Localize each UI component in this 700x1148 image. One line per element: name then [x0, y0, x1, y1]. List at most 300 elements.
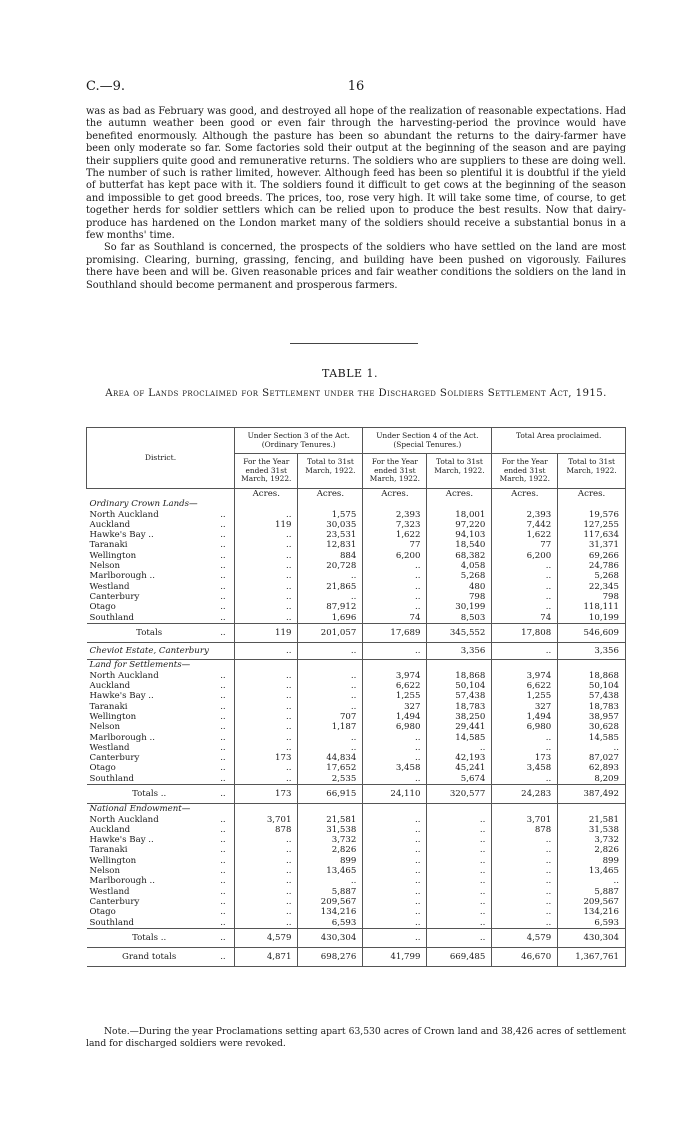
- value-cell: 4,579: [492, 928, 558, 947]
- empty-cell: [558, 804, 626, 815]
- value-cell: ..: [298, 733, 363, 743]
- value-cell: 8,209: [558, 774, 626, 785]
- value-cell: ..: [427, 835, 492, 845]
- value-cell: Acres.: [235, 488, 298, 499]
- value-cell: ..: [492, 918, 558, 929]
- value-cell: 320,577: [427, 784, 492, 803]
- leader-dots: ..: [220, 814, 226, 825]
- value-cell: 209,567: [558, 897, 626, 907]
- value-cell: 18,868: [558, 671, 626, 681]
- value-cell: 97,220: [427, 520, 492, 530]
- value-cell: ..: [492, 897, 558, 907]
- empty-cell: [212, 499, 235, 509]
- value-cell: 17,808: [492, 623, 558, 642]
- value-cell: ..: [492, 571, 558, 581]
- district-name: Marlborough ..: [89, 876, 156, 887]
- leader-dots: ..: [220, 681, 226, 692]
- value-cell: 87,027: [558, 753, 626, 763]
- value-cell: 1,255: [363, 691, 427, 701]
- page-header: [86, 79, 626, 99]
- value-cell: 57,438: [558, 691, 626, 701]
- value-cell: ..: [363, 753, 427, 763]
- land-area-table: [86, 427, 626, 967]
- empty-cell: [87, 488, 212, 499]
- value-cell: 430,304: [558, 928, 626, 947]
- value-cell: ..: [363, 876, 427, 886]
- totals-label: Totals: [87, 623, 212, 642]
- value-cell: ..: [492, 643, 558, 660]
- value-cell: 387,492: [558, 784, 626, 803]
- empty-cell: [558, 499, 626, 509]
- table-row: [87, 845, 626, 855]
- leader-dots: ..: [212, 948, 235, 967]
- value-cell: 14,585: [558, 733, 626, 743]
- section-heading-row: [87, 660, 626, 671]
- value-cell: 430,304: [298, 928, 363, 947]
- district-name: North Auckland: [89, 814, 159, 825]
- value-cell: 18,001: [427, 510, 492, 520]
- value-cell: ..: [298, 643, 363, 660]
- value-cell: 345,552: [427, 623, 492, 642]
- table-row: [87, 613, 626, 624]
- value-cell: 50,104: [427, 681, 492, 691]
- value-cell: 29,441: [427, 722, 492, 732]
- district-name: Nelson: [89, 722, 120, 733]
- empty-cell: [492, 499, 558, 509]
- value-cell: ..: [235, 530, 298, 540]
- units-row: [87, 488, 626, 499]
- value-cell: ..: [363, 928, 427, 947]
- value-cell: 5,674: [427, 774, 492, 785]
- col-total-header: Total to 31st March, 1922.: [298, 454, 363, 489]
- value-cell: 3,974: [492, 671, 558, 681]
- district-name: North Auckland: [89, 670, 159, 681]
- col-total-header: Total to 31st March, 1922.: [558, 454, 626, 489]
- paragraph-1: was as bad as February was good, and destroyed all hope of the realization of reasonable expectations. Had the autumn weather been good or even fair through the harvesting-period the province would have benefited enormously. Although the pasture has been so abundant the returns to the dairy-farmer have been only moderate so far. Some factories sold their output at the beginning of the season and are paying their suppliers quite good and remunerative returns. The soldiers who are suppliers to these are doing well. The number of such is rather limited, however. Although feed has been so plentiful it is doubtful if the yield of butterfat has kept pace with it. The soldiers found it difficult to get cows at the beginning of the season and impossible to get good breeds. The prices, too, rose very high. It will take some time, of course, to get together herds for soldier settlers which can be relied upon to produce the best results. Now that dairy-produce has hardened on the London market many of the soldiers should receive a substantial bonus in a few months' time.: [86, 106, 626, 242]
- table-caption-text: Area of Lands proclaimed for Settlement under the Discharged Soldiers Settlement Act, 1915.: [105, 388, 607, 399]
- value-cell: 17,689: [363, 623, 427, 642]
- value-cell: 4,871: [235, 948, 298, 967]
- district-name: Auckland: [89, 824, 131, 835]
- leader-dots: ..: [220, 773, 226, 784]
- table-row: [87, 561, 626, 571]
- district-name: Westland: [89, 581, 130, 592]
- value-cell: 2,826: [558, 845, 626, 855]
- table-row: [87, 592, 626, 602]
- value-cell: ..: [492, 561, 558, 571]
- table-body: [87, 488, 626, 966]
- value-cell: Acres.: [363, 488, 427, 499]
- col-year-header: For the Year ended 31st March, 1922.: [492, 454, 558, 489]
- value-cell: ..: [363, 845, 427, 855]
- leader-dots: ..: [220, 907, 226, 918]
- district-name: Wellington: [89, 855, 137, 866]
- value-cell: ..: [363, 774, 427, 785]
- value-cell: 8,503: [427, 613, 492, 624]
- value-cell: ..: [298, 743, 363, 753]
- value-cell: ..: [363, 743, 427, 753]
- value-cell: 173: [235, 753, 298, 763]
- document-code: C.—9.: [86, 79, 126, 94]
- district-name: Wellington: [89, 711, 137, 722]
- leader-dots: ..: [220, 691, 226, 702]
- col-year-header: For the Year ended 31st March, 1922.: [363, 454, 427, 489]
- table-row: [87, 763, 626, 773]
- table-caption: [86, 387, 626, 400]
- total-area-header: Total Area proclaimed.: [492, 428, 626, 454]
- value-cell: ..: [235, 592, 298, 602]
- district-name: Nelson: [89, 866, 120, 877]
- value-cell: 69,266: [558, 551, 626, 561]
- value-cell: 6,593: [558, 918, 626, 929]
- leader-dots: ..: [220, 571, 226, 582]
- leader-dots: ..: [220, 753, 226, 764]
- district-name: North Auckland: [89, 509, 159, 520]
- value-cell: ..: [363, 815, 427, 825]
- value-cell: ..: [363, 571, 427, 581]
- value-cell: 3,458: [363, 763, 427, 773]
- district-name: Marlborough ..: [89, 732, 156, 743]
- value-cell: 878: [492, 825, 558, 835]
- table-row: [87, 733, 626, 743]
- value-cell: 134,216: [298, 907, 363, 917]
- value-cell: ..: [558, 876, 626, 886]
- value-cell: 21,865: [298, 582, 363, 592]
- leader-dots: ..: [220, 876, 226, 887]
- section-heading-row: [87, 499, 626, 509]
- district-name: Auckland: [89, 681, 131, 692]
- value-cell: 209,567: [298, 897, 363, 907]
- table-row: [87, 825, 626, 835]
- table-row: [87, 815, 626, 825]
- value-cell: ..: [427, 743, 492, 753]
- value-cell: 44,834: [298, 753, 363, 763]
- table-row: [87, 571, 626, 581]
- value-cell: ..: [363, 733, 427, 743]
- value-cell: Acres.: [298, 488, 363, 499]
- table-row: [87, 520, 626, 530]
- value-cell: 68,382: [427, 551, 492, 561]
- table-row: [87, 681, 626, 691]
- value-cell: 118,111: [558, 602, 626, 612]
- leader-dots: ..: [220, 581, 226, 592]
- table-row: [87, 856, 626, 866]
- value-cell: 2,393: [363, 510, 427, 520]
- value-cell: ..: [235, 681, 298, 691]
- table-row: [87, 876, 626, 886]
- district-name: Canterbury: [89, 591, 140, 602]
- value-cell: Acres.: [427, 488, 492, 499]
- value-cell: 1,622: [492, 530, 558, 540]
- value-cell: ..: [298, 691, 363, 701]
- value-cell: ..: [235, 722, 298, 732]
- table-row: [87, 551, 626, 561]
- value-cell: ..: [492, 592, 558, 602]
- value-cell: 24,110: [363, 784, 427, 803]
- value-cell: ..: [427, 918, 492, 929]
- value-cell: ..: [427, 897, 492, 907]
- value-cell: 14,585: [427, 733, 492, 743]
- table-row: [87, 712, 626, 722]
- empty-cell: [298, 499, 363, 509]
- district-name: Southland: [89, 917, 134, 928]
- table-title: TABLE 1.: [321, 367, 379, 380]
- value-cell: 127,255: [558, 520, 626, 530]
- value-cell: ..: [363, 835, 427, 845]
- value-cell: ..: [363, 592, 427, 602]
- table-row: [87, 835, 626, 845]
- leader-dots: ..: [220, 550, 226, 561]
- value-cell: 798: [427, 592, 492, 602]
- section-divider: [290, 343, 418, 344]
- value-cell: 13,465: [298, 866, 363, 876]
- value-cell: ..: [235, 561, 298, 571]
- value-cell: ..: [235, 733, 298, 743]
- value-cell: ..: [363, 856, 427, 866]
- value-cell: ..: [363, 866, 427, 876]
- leader-dots: ..: [220, 732, 226, 743]
- district-name: Westland: [89, 886, 130, 897]
- value-cell: 13,465: [558, 866, 626, 876]
- col-year-header: For the Year ended 31st March, 1922.: [235, 454, 298, 489]
- value-cell: Acres.: [558, 488, 626, 499]
- value-cell: 18,783: [427, 702, 492, 712]
- value-cell: ..: [235, 845, 298, 855]
- value-cell: ..: [363, 887, 427, 897]
- value-cell: 3,701: [235, 815, 298, 825]
- value-cell: 31,538: [298, 825, 363, 835]
- value-cell: 74: [492, 613, 558, 624]
- empty-cell: [212, 804, 235, 815]
- value-cell: 21,581: [558, 815, 626, 825]
- table-row: [87, 918, 626, 929]
- leader-dots: ..: [220, 763, 226, 774]
- totals-row: [87, 623, 626, 642]
- district-name: Hawke's Bay ..: [89, 835, 154, 846]
- value-cell: 38,250: [427, 712, 492, 722]
- empty-cell: [363, 499, 427, 509]
- value-cell: ..: [235, 835, 298, 845]
- value-cell: ..: [235, 582, 298, 592]
- totals-label: Totals ..: [87, 784, 212, 803]
- value-cell: 45,241: [427, 763, 492, 773]
- body-text: [86, 106, 626, 292]
- value-cell: 119: [235, 520, 298, 530]
- value-cell: 20,728: [298, 561, 363, 571]
- value-cell: 1,575: [298, 510, 363, 520]
- section4-header: Under Section 4 of the Act. (Special Tenures.): [363, 428, 492, 454]
- value-cell: 6,622: [492, 681, 558, 691]
- value-cell: ..: [298, 671, 363, 681]
- grand-totals-label: Grand totals: [87, 948, 212, 967]
- value-cell: 21,581: [298, 815, 363, 825]
- value-cell: ..: [492, 856, 558, 866]
- value-cell: 884: [298, 551, 363, 561]
- totals-row: [87, 784, 626, 803]
- district-name: Otago: [89, 763, 116, 774]
- table-row: [87, 897, 626, 907]
- table-row: [87, 866, 626, 876]
- leader-dots: ..: [220, 835, 226, 846]
- table-row: [87, 691, 626, 701]
- section-heading-row: [87, 804, 626, 815]
- value-cell: 31,538: [558, 825, 626, 835]
- value-cell: 12,831: [298, 540, 363, 550]
- value-cell: ..: [235, 897, 298, 907]
- district-name: Southland: [89, 773, 134, 784]
- section-label: National Endowment—: [89, 804, 191, 815]
- leader-dots: ..: [212, 928, 235, 947]
- value-cell: 327: [363, 702, 427, 712]
- value-cell: 5,268: [558, 571, 626, 581]
- leader-dots: ..: [220, 591, 226, 602]
- value-cell: ..: [235, 571, 298, 581]
- leader-dots: ..: [220, 886, 226, 897]
- district-name: Hawke's Bay ..: [89, 691, 154, 702]
- value-cell: 10,199: [558, 613, 626, 624]
- value-cell: 46,670: [492, 948, 558, 967]
- leader-dots: ..: [220, 866, 226, 877]
- value-cell: 1,187: [298, 722, 363, 732]
- empty-cell: [492, 660, 558, 671]
- table-row: [87, 774, 626, 785]
- value-cell: 6,200: [492, 551, 558, 561]
- leader-dots: ..: [220, 824, 226, 835]
- header-row-groups: [87, 428, 626, 454]
- value-cell: 6,980: [492, 722, 558, 732]
- value-cell: ..: [427, 845, 492, 855]
- value-cell: ..: [235, 613, 298, 624]
- district-name: Southland: [89, 612, 134, 623]
- value-cell: ..: [235, 643, 298, 660]
- section3-header: Under Section 3 of the Act. (Ordinary Tenures.): [235, 428, 363, 454]
- value-cell: 5,887: [558, 887, 626, 897]
- value-cell: 94,103: [427, 530, 492, 540]
- value-cell: ..: [235, 712, 298, 722]
- totals-row: [87, 928, 626, 947]
- value-cell: 18,868: [427, 671, 492, 681]
- totals-label: Totals ..: [87, 928, 212, 947]
- table-row: [87, 540, 626, 550]
- value-cell: 3,356: [427, 643, 492, 660]
- value-cell: 798: [558, 592, 626, 602]
- empty-cell: [298, 660, 363, 671]
- leader-dots: ..: [220, 742, 226, 753]
- value-cell: ..: [363, 643, 427, 660]
- empty-cell: [427, 804, 492, 815]
- value-cell: 1,622: [363, 530, 427, 540]
- leader-dots: ..: [220, 612, 226, 623]
- leader-dots: ..: [220, 845, 226, 856]
- value-cell: ..: [235, 887, 298, 897]
- section-label: Ordinary Crown Lands—: [89, 499, 198, 510]
- leader-dots: ..: [220, 519, 226, 530]
- value-cell: 50,104: [558, 681, 626, 691]
- table-row: [87, 530, 626, 540]
- table-row: [87, 722, 626, 732]
- value-cell: ..: [235, 702, 298, 712]
- empty-cell: [298, 804, 363, 815]
- value-cell: 899: [558, 856, 626, 866]
- value-cell: 30,199: [427, 602, 492, 612]
- table-row: [87, 510, 626, 520]
- value-cell: 5,887: [298, 887, 363, 897]
- value-cell: ..: [427, 856, 492, 866]
- value-cell: 23,531: [298, 530, 363, 540]
- leader-dots: ..: [220, 701, 226, 712]
- value-cell: ..: [235, 866, 298, 876]
- district-name: Marlborough ..: [89, 571, 156, 582]
- value-cell: 7,442: [492, 520, 558, 530]
- leader-dots: ..: [220, 530, 226, 541]
- value-cell: 19,576: [558, 510, 626, 520]
- value-cell: 24,786: [558, 561, 626, 571]
- value-cell: ..: [235, 918, 298, 929]
- value-cell: 1,494: [492, 712, 558, 722]
- value-cell: 87,912: [298, 602, 363, 612]
- empty-cell: [427, 660, 492, 671]
- leader-dots: ..: [220, 561, 226, 572]
- value-cell: ..: [492, 835, 558, 845]
- value-cell: 18,540: [427, 540, 492, 550]
- value-cell: 2,535: [298, 774, 363, 785]
- value-cell: 6,980: [363, 722, 427, 732]
- value-cell: 3,458: [492, 763, 558, 773]
- empty-cell: [212, 488, 235, 499]
- district-name: Taranaki: [89, 845, 128, 856]
- value-cell: ..: [235, 907, 298, 917]
- value-cell: 480: [427, 582, 492, 592]
- value-cell: ..: [427, 876, 492, 886]
- value-cell: 327: [492, 702, 558, 712]
- empty-cell: [363, 804, 427, 815]
- empty-cell: [212, 643, 235, 660]
- value-cell: 3,732: [298, 835, 363, 845]
- value-cell: ..: [492, 907, 558, 917]
- value-cell: 5,268: [427, 571, 492, 581]
- district-name: Otago: [89, 602, 116, 613]
- value-cell: 38,957: [558, 712, 626, 722]
- col-total-header: Total to 31st March, 1922.: [427, 454, 492, 489]
- value-cell: ..: [298, 592, 363, 602]
- value-cell: ..: [427, 815, 492, 825]
- value-cell: 24,283: [492, 784, 558, 803]
- value-cell: 173: [492, 753, 558, 763]
- table-row: [87, 887, 626, 897]
- value-cell: ..: [363, 582, 427, 592]
- empty-cell: [427, 499, 492, 509]
- section-label: Land for Settlements—: [89, 660, 191, 671]
- value-cell: 698,276: [298, 948, 363, 967]
- table-row: [87, 753, 626, 763]
- value-cell: 899: [298, 856, 363, 866]
- empty-cell: [235, 499, 298, 509]
- value-cell: ..: [363, 897, 427, 907]
- value-cell: 30,628: [558, 722, 626, 732]
- leader-dots: ..: [212, 784, 235, 803]
- leader-dots: ..: [220, 602, 226, 613]
- value-cell: ..: [235, 510, 298, 520]
- empty-cell: [235, 804, 298, 815]
- value-cell: 4,579: [235, 928, 298, 947]
- value-cell: 17,652: [298, 763, 363, 773]
- leader-dots: ..: [220, 540, 226, 551]
- value-cell: ..: [427, 866, 492, 876]
- table-note: [86, 1026, 626, 1049]
- cheviot-row: [87, 643, 626, 660]
- value-cell: ..: [235, 774, 298, 785]
- leader-dots: ..: [220, 917, 226, 928]
